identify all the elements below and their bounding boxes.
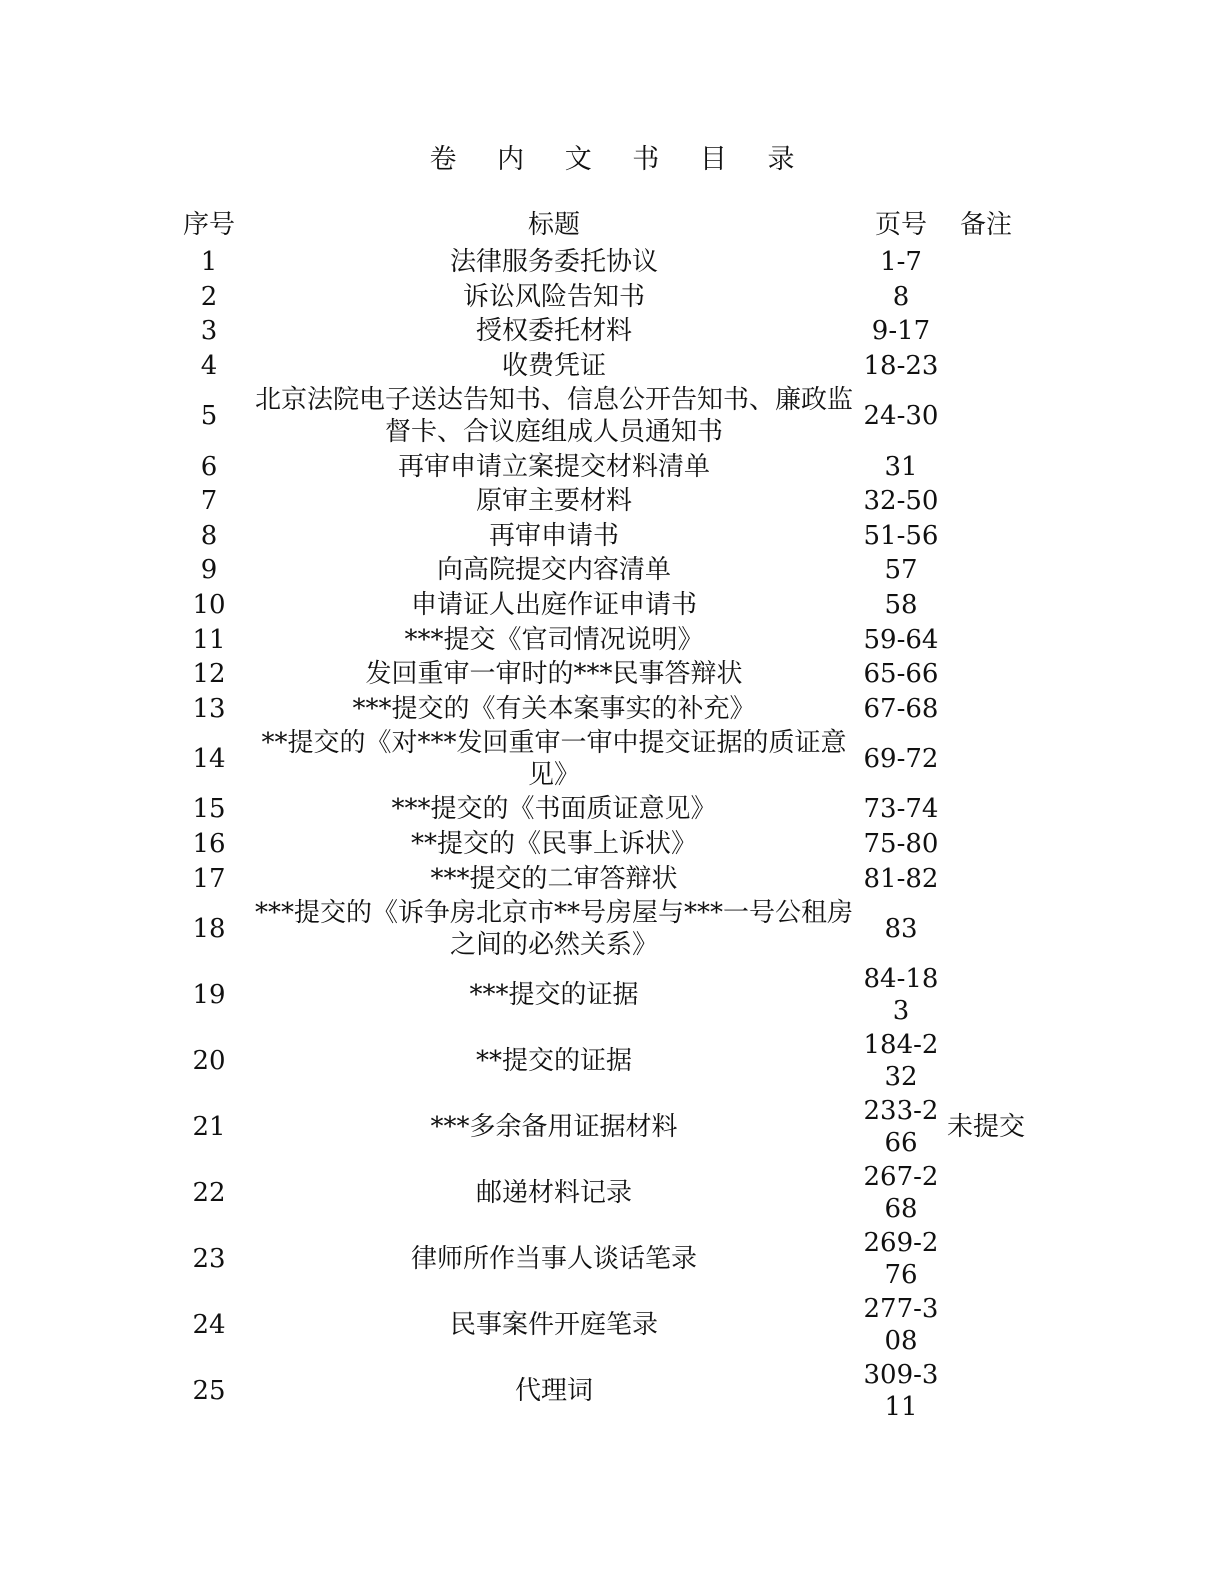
row-title: **提交的《民事上诉状》 (410, 829, 697, 860)
row-number: 21 (192, 1111, 226, 1142)
row-number: 16 (192, 829, 226, 860)
row-note (942, 896, 1030, 962)
row-number: 10 (192, 590, 226, 621)
table-row (170, 519, 1030, 554)
toc-table (170, 205, 1030, 1424)
header-number: 序号 (182, 210, 235, 240)
table-row (170, 1292, 1030, 1358)
page-title: 卷 内 文 书 目 录 (429, 144, 811, 175)
row-note (942, 588, 1030, 623)
row-number: 9 (200, 555, 218, 586)
table-row (170, 726, 1030, 792)
row-pages: 233-266 (863, 1095, 939, 1158)
header-note: 备注 (959, 210, 1012, 240)
table-row (170, 792, 1030, 827)
row-title: 诉讼风险告知书 (462, 281, 645, 312)
row-pages: 8 (892, 281, 910, 312)
row-number: 11 (192, 624, 226, 655)
row-note (942, 280, 1030, 315)
row-title: ***多余备用证据材料 (430, 1111, 678, 1142)
row-title: 收费凭证 (501, 351, 606, 382)
row-number: 18 (192, 913, 226, 944)
table-row (170, 622, 1030, 657)
table-row (170, 484, 1030, 519)
row-pages: 75-80 (863, 829, 939, 860)
row-number: 19 (192, 979, 226, 1010)
table-row (170, 449, 1030, 484)
table-row (170, 657, 1030, 692)
row-pages: 269-276 (863, 1227, 939, 1290)
row-pages: 24-30 (863, 401, 939, 432)
row-pages: 9-17 (871, 316, 931, 347)
row-pages: 309-311 (863, 1359, 939, 1422)
row-number: 20 (192, 1045, 226, 1076)
row-pages: 81-82 (863, 863, 939, 894)
row-title: 原审主要材料 (475, 486, 632, 517)
row-number: 5 (200, 401, 218, 432)
row-number: 6 (200, 451, 218, 482)
table-row (170, 553, 1030, 588)
row-note (942, 1160, 1030, 1226)
header-title: 标题 (527, 210, 580, 240)
row-pages: 58 (884, 590, 918, 621)
row-note (942, 449, 1030, 484)
table-row (170, 896, 1030, 962)
row-number: 24 (192, 1309, 226, 1340)
row-note (942, 1358, 1030, 1424)
row-number: 13 (192, 693, 226, 724)
row-note (942, 484, 1030, 519)
table-row (170, 245, 1030, 280)
row-title: 再审申请立案提交材料清单 (397, 451, 710, 482)
row-pages: 51-56 (863, 520, 939, 551)
row-number: 3 (200, 316, 218, 347)
table-row (170, 280, 1030, 315)
row-title: 代理词 (514, 1375, 593, 1406)
row-note (942, 553, 1030, 588)
row-number: 7 (200, 486, 218, 517)
row-title: 发回重审一审时的***民事答辩状 (365, 659, 743, 690)
row-number: 14 (192, 744, 226, 775)
row-title: 向高院提交内容清单 (436, 555, 671, 586)
row-number: 4 (200, 351, 218, 382)
table-row (170, 383, 1030, 449)
header-pages: 页号 (874, 210, 927, 240)
table-row (170, 962, 1030, 1028)
row-pages: 83 (884, 913, 918, 944)
table-row (170, 1028, 1030, 1094)
row-title: 再审申请书 (488, 520, 619, 551)
row-note (942, 349, 1030, 384)
row-number: 8 (200, 520, 218, 551)
row-note (942, 1292, 1030, 1358)
row-pages: 31 (884, 451, 918, 482)
row-number: 22 (192, 1177, 226, 1208)
row-title: ***提交《官司情况说明》 (404, 624, 704, 655)
row-number: 2 (200, 281, 218, 312)
row-number: 25 (192, 1375, 226, 1406)
row-note (942, 962, 1030, 1028)
row-title: 邮递材料记录 (475, 1177, 632, 1208)
row-note (942, 1226, 1030, 1292)
table-row (170, 1358, 1030, 1424)
row-title: 法律服务委托协议 (449, 247, 658, 278)
row-title: 申请证人出庭作证申请书 (410, 590, 697, 621)
row-title: ***提交的《有关本案事实的补充》 (352, 693, 756, 724)
row-note (942, 622, 1030, 657)
row-pages: 84-183 (863, 963, 939, 1026)
row-note (942, 792, 1030, 827)
row-note (942, 861, 1030, 896)
row-pages: 65-66 (863, 659, 939, 690)
row-number: 17 (192, 863, 226, 894)
row-pages: 73-74 (863, 794, 939, 825)
row-pages: 1-7 (880, 247, 922, 278)
row-note (942, 827, 1030, 862)
row-note (942, 314, 1030, 349)
row-pages: 67-68 (863, 693, 939, 724)
row-pages: 69-72 (863, 744, 939, 775)
row-pages: 57 (884, 555, 918, 586)
row-pages: 267-268 (863, 1161, 939, 1224)
row-note: 未提交 (946, 1111, 1025, 1142)
table-row (170, 1226, 1030, 1292)
row-pages: 184-232 (863, 1029, 939, 1092)
toc-header-row (170, 205, 1030, 245)
row-note (942, 519, 1030, 554)
row-title: **提交的《对***发回重审一审中提交证据的质证意见》 (261, 728, 847, 791)
table-row (170, 692, 1030, 727)
row-note (942, 245, 1030, 280)
table-row (170, 588, 1030, 623)
row-number: 15 (192, 794, 226, 825)
row-title: ***提交的《书面质证意见》 (391, 794, 717, 825)
row-pages: 59-64 (863, 624, 939, 655)
row-number: 12 (192, 659, 226, 690)
table-row (170, 861, 1030, 896)
row-pages: 277-308 (863, 1293, 939, 1356)
row-number: 23 (192, 1243, 226, 1274)
table-row (170, 1094, 1030, 1160)
row-pages: 32-50 (863, 486, 939, 517)
row-note (942, 692, 1030, 727)
table-row (170, 314, 1030, 349)
row-title: ***提交的证据 (469, 979, 639, 1010)
row-pages: 18-23 (863, 351, 939, 382)
row-number: 1 (200, 247, 218, 278)
row-title: 授权委托材料 (475, 316, 632, 347)
row-note (942, 726, 1030, 792)
row-title: ***提交的《诉争房北京市**号房屋与***一号公租房之间的必然关系》 (254, 897, 853, 960)
row-title: 律师所作当事人谈话笔录 (410, 1243, 697, 1274)
row-title: **提交的证据 (475, 1045, 632, 1076)
row-note (942, 1028, 1030, 1094)
table-row (170, 1160, 1030, 1226)
row-title: 民事案件开庭笔录 (449, 1309, 658, 1340)
row-title: 北京法院电子送达告知书、信息公开告知书、廉政监督卡、合议庭组成人员通知书 (254, 385, 853, 448)
table-row (170, 349, 1030, 384)
table-row (170, 827, 1030, 862)
row-note (942, 383, 1030, 449)
row-note (942, 657, 1030, 692)
row-title: ***提交的二审答辩状 (430, 863, 678, 894)
